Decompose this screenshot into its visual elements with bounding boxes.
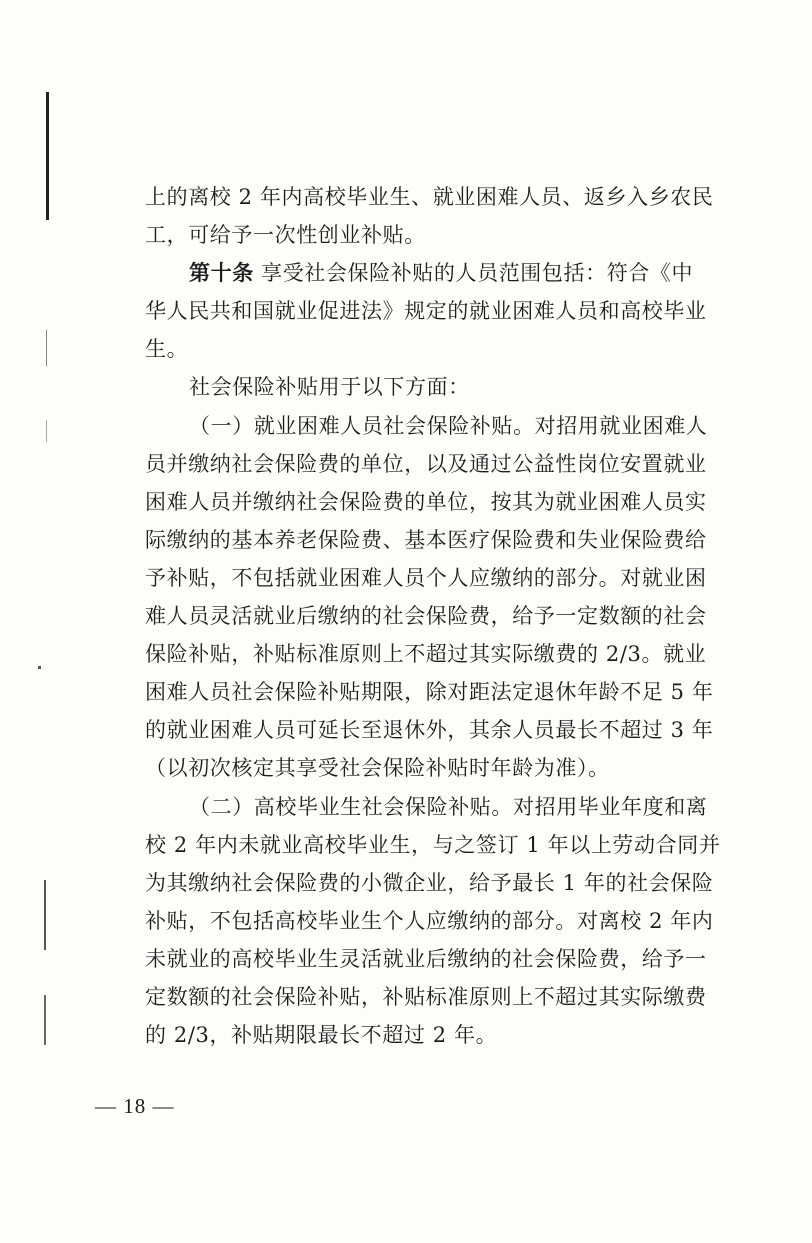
scan-edge-mark — [46, 330, 47, 366]
document-body — [145, 178, 721, 1054]
article-ten-line — [145, 254, 694, 292]
scan-dust-dot — [38, 666, 41, 669]
scan-edge-mark — [46, 420, 47, 442]
page-number: — 18 — — [95, 1094, 175, 1118]
text-line: （一）就业困难人员社会保险补贴。对招用就业困难人 — [189, 413, 708, 438]
text-line: 享受社会保险补贴的人员范围包括：符合《中 — [261, 261, 694, 286]
text-line: 定数额的社会保险补贴，补贴标准原则上不超过其实际缴费 — [145, 984, 707, 1009]
text-line: 未就业的高校毕业生灵活就业后缴纳的社会保险费，给予一 — [145, 946, 707, 971]
text-line: 生。 — [145, 337, 189, 362]
text-line: （二）高校毕业生社会保险补贴。对招用毕业年度和离 — [189, 794, 708, 819]
scan-edge-mark — [46, 92, 49, 220]
text-line: 补贴，不包括高校毕业生个人应缴纳的部分。对离校 2 年内 — [145, 908, 714, 933]
text-line: 际缴纳的基本养老保险费、基本医疗保险费和失业保险费给 — [145, 527, 707, 552]
text-line: 保险补贴，补贴标准原则上不超过其实际缴费的 2/3。就业 — [145, 642, 707, 667]
text-line: 工，可给予一次性创业补贴。 — [145, 223, 426, 248]
text-line: 难人员灵活就业后缴纳的社会保险费，给予一定数额的社会 — [145, 604, 707, 629]
text-line: 校 2 年内未就业高校毕业生，与之签订 1 年以上劳动合同并 — [145, 832, 721, 857]
text-line: 为其缴纳社会保险费的小微企业，给予最长 1 年的社会保险 — [145, 870, 714, 895]
text-line: 华人民共和国就业促进法》规定的就业困难人员和高校毕业 — [145, 299, 707, 324]
text-line: （以初次核定其享受社会保险补贴时年龄为准）。 — [145, 756, 610, 781]
text-line: 员并缴纳社会保险费的单位，以及通过公益性岗位安置就业 — [145, 451, 707, 476]
text-line: 的 2/3，补贴期限最长不超过 2 年。 — [145, 1023, 498, 1048]
text-line: 社会保险补贴用于以下方面： — [189, 375, 470, 400]
text-line: 予补贴，不包括就业困难人员个人应缴纳的部分。对就业困 — [145, 565, 707, 590]
scan-edge-mark — [44, 995, 46, 1045]
article-heading: 第十条 — [189, 260, 254, 286]
text-line: 困难人员并缴纳社会保险费的单位，按其为就业困难人员实 — [145, 489, 707, 514]
scan-edge-mark — [44, 880, 46, 950]
text-line: 上的离校 2 年内高校毕业生、就业困难人员、返乡入乡农民 — [145, 185, 714, 209]
text-line: 困难人员社会保险补贴期限，除对距法定退休年龄不足 5 年 — [145, 680, 714, 705]
text-line: 的就业困难人员可延长至退休外，其余人员最长不超过 3 年 — [145, 718, 714, 743]
